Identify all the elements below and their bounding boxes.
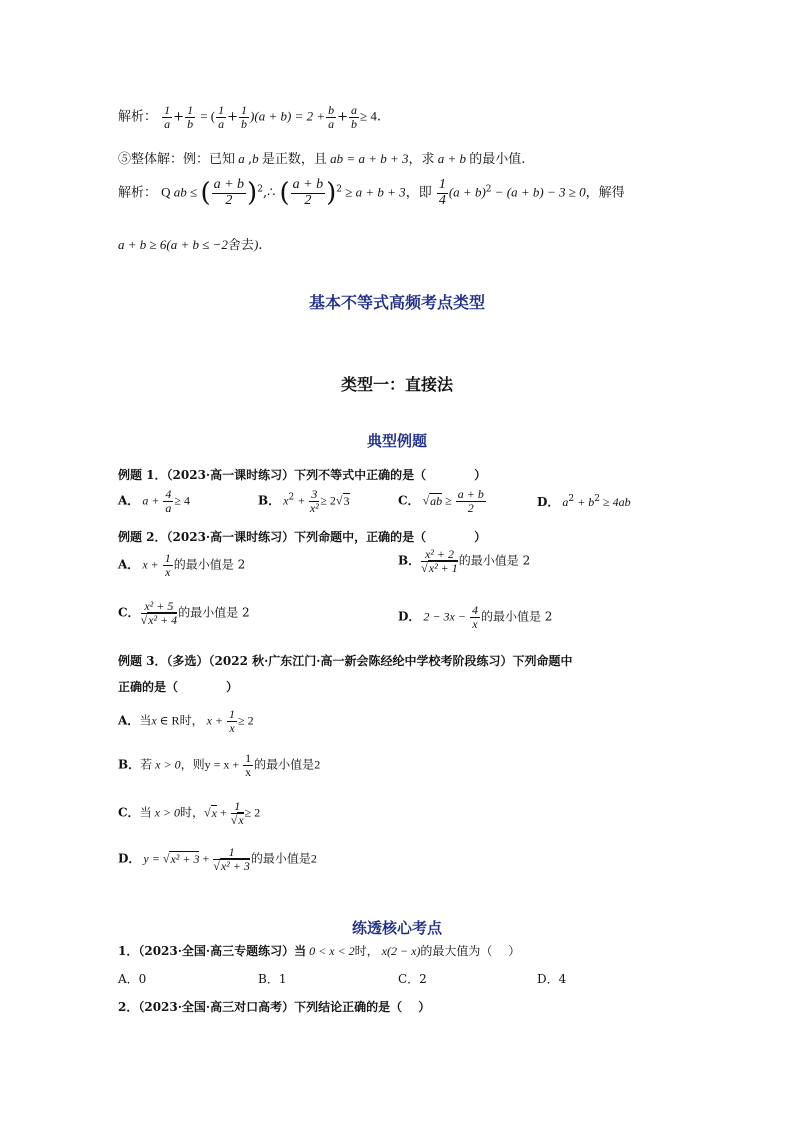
option-text: 时， (180, 805, 205, 820)
formula-fraction: $\frac{4}{a}$ (165, 487, 172, 515)
option-suffix: 的最小值是 2 (173, 557, 246, 572)
example-2-option-b (398, 548, 530, 574)
page-title: 基本不等式高频考点类型 (308, 293, 485, 312)
example-2-option-d: D． 2 − 3x − $\frac{4}{x}$ 的最小值是 2 (398, 603, 553, 631)
therefore-symbol: ∴ (267, 185, 276, 201)
example-3-option-d: D． y = √x² + 3 + $\frac{1}{\text{√x² + 3}}$ 的最小值是2 (118, 845, 317, 873)
formula-fraction: $\frac{1}{b}$ (187, 103, 194, 131)
formula-fraction: $\frac{a + b}{2}$ (292, 177, 324, 208)
option-suffix: 的最小值是 2 (458, 553, 531, 568)
formula-fraction: $\frac{\text{x² + 2}}{\text{√x² + 1}}$ (421, 547, 458, 575)
option-text: 时， (179, 713, 204, 728)
analysis-label: 解析： (118, 109, 158, 125)
example-3-title-line2: 正确的是（ ） (118, 680, 239, 694)
analysis-line-3: a + b ≥ 6(a + b ≤ −2舍去). (118, 237, 263, 253)
option-suffix: 的最小值是 2 (178, 605, 250, 620)
option-text: 若 (140, 757, 153, 772)
practice-header: 练透核心考点 (351, 919, 442, 937)
formula-fraction: $\frac{1}{a}$ (164, 103, 171, 131)
practice-2-title: 2．（2023·全国·高三对口高考）下列结论正确的是（ ） (118, 1000, 431, 1014)
option-text: ，则 (180, 757, 205, 772)
formula-fraction: $\frac{a + b}{2}$ (457, 487, 484, 515)
formula-fraction: $\frac{1}{x}$ (229, 707, 236, 735)
item5-prefix: ⑤整体解：例：已知 (118, 152, 236, 167)
option-label: A． (118, 713, 140, 728)
example-1-option-a: A． a + $\frac{4}{a}$ ≥ 4 (118, 487, 191, 515)
option-label: D． (537, 495, 560, 509)
formula-fraction: $\frac{1}{x}$ (245, 751, 252, 779)
section-title: 类型一：直接法 (340, 375, 453, 394)
discard-text: 舍去 (227, 238, 254, 253)
option-label: C． (118, 605, 140, 620)
option-text: 当 (139, 805, 152, 820)
analysis-tail: . (376, 109, 382, 125)
formula-fraction: $\frac{1}{x}$ (164, 551, 171, 579)
formula-fraction: $\frac{1}{√x}$ (230, 799, 244, 827)
example-3-option-c: C．当 x > 0时，√x + $\frac{1}{√x}$ ≥ 2 (118, 799, 261, 827)
formula-fraction: $\frac{1}{a}$ (218, 103, 225, 131)
item5-end: 的最小值. (469, 152, 526, 167)
practice-1-title: 1．（2023·全国·高三专题练习）当 0 < x < 2时， x(2 − x)的最大值为（ ） (118, 944, 521, 958)
analysis-line-1: 解析： $\frac{1}{a}$ + $\frac{1}{b}$ = ( $\frac{1}{a}$ + $\frac{1}{b}$ )(a + b) = 2 + $\frac{b}{a}$ + $\frac{a}{b}$ ≥ 4. (118, 103, 382, 131)
analysis-label: 解析： (118, 185, 158, 201)
option-text: 当 (139, 713, 152, 728)
example-header: 典型例题 (366, 432, 427, 450)
item5-line: ⑤整体解：例：已知 a ,b 是正数，且 ab = a + b + 3，求 a + b 的最小值. (118, 151, 526, 167)
option-label: A． (118, 493, 140, 508)
option-text: 的最小值是 (250, 851, 311, 866)
example-3-title-line1: 例题 3．（多选）（2022 秋·广东江门·高一新会陈经纶中学校考阶段练习）下列命题中 (118, 654, 573, 668)
practice-1-title-b: 时， (354, 944, 379, 958)
option-text: 的最小值是 (254, 757, 315, 772)
formula-fraction: $\frac{a}{b}$ (351, 103, 357, 131)
example-2-option-a: A． x + $\frac{1}{x}$ 的最小值是 2 (118, 551, 246, 579)
analysis-line-2: 解析： Q ab ≤ ( $\frac{a + b}{2}$ )$^2$,∴ ( $\frac{a + b}{2}$ )$^2$ ≥ a + b + 3，即 $\frac{1}{4}$ $(a + b)^2 - (a + b) - 3 \ge 0$，解得 (118, 177, 625, 209)
example-3-option-a: A．当x ∈ R时， x + $\frac{1}{x}$ ≥ 2 (118, 707, 254, 735)
example-2-option-c (118, 600, 250, 626)
example-3-option-b: B．若 x > 0，则y = x + $\frac{1}{x}$ 的最小值是2 (118, 751, 321, 779)
item5-mid1: 是正数，且 (261, 152, 327, 167)
formula-fraction: $\frac{b}{a}$ (328, 103, 335, 131)
formula-fraction: $\frac{4}{x}$ (471, 603, 478, 631)
practice-1-option-d: D．4 (537, 972, 567, 986)
example-2-title: 例题 2．（2023·高一课时练习）下列命题中，正确的是（ ） (118, 530, 487, 544)
practice-1-option-a: A．0 (118, 972, 147, 986)
example-1-title: 例题 1．（2023·高一课时练习）下列不等式中正确的是（ ） (118, 468, 487, 482)
option-label: B． (258, 493, 281, 508)
formula-fraction: $\frac{a + b}{2}$ (213, 177, 245, 208)
example-1-option-c: C． √ab ≥ $\frac{a + b}{2}$ (398, 487, 484, 515)
option-label: B． (118, 757, 141, 772)
practice-1-option-c: C．2 (398, 972, 427, 986)
practice-1-title-a: 1．（2023·全国·高三专题练习）当 (118, 944, 307, 958)
formula-fraction: $\frac{\text{x² + 5}}{\text{√x² + 4}}$ (140, 599, 178, 627)
formula-fraction: $\frac{1}{4}$ (438, 177, 446, 208)
option-label: D． (398, 609, 421, 624)
option-label: D． (118, 851, 141, 866)
example-1-option-d: D． $a^2 + b^2 \ge 4ab$ (537, 494, 631, 509)
option-label: C． (118, 805, 140, 820)
practice-1-title-c: 的最大值为（ ） (420, 944, 521, 958)
option-suffix: 的最小值是 2 (480, 609, 553, 624)
practice-1-option-b: B．1 (258, 972, 287, 986)
formula-fraction: $\frac{1}{\text{√x² + 3}}$ (213, 845, 250, 873)
item5-mid2: ，求 (408, 152, 435, 167)
option-label: B． (398, 553, 421, 568)
because-symbol: Q (161, 184, 171, 200)
formula-fraction: $\frac{3}{\text{x²}}$ (309, 487, 319, 515)
analysis-jide: ，即 (405, 185, 432, 201)
example-1-option-b: B． $x^2$ + $\frac{3}{\text{x²}}$ ≥ 2√3 (258, 487, 350, 515)
option-label: A． (118, 557, 140, 572)
formula-fraction: $\frac{1}{b}$ (241, 103, 248, 131)
option-label: C． (398, 493, 420, 508)
analysis-jiede: ，解得 (585, 185, 625, 201)
